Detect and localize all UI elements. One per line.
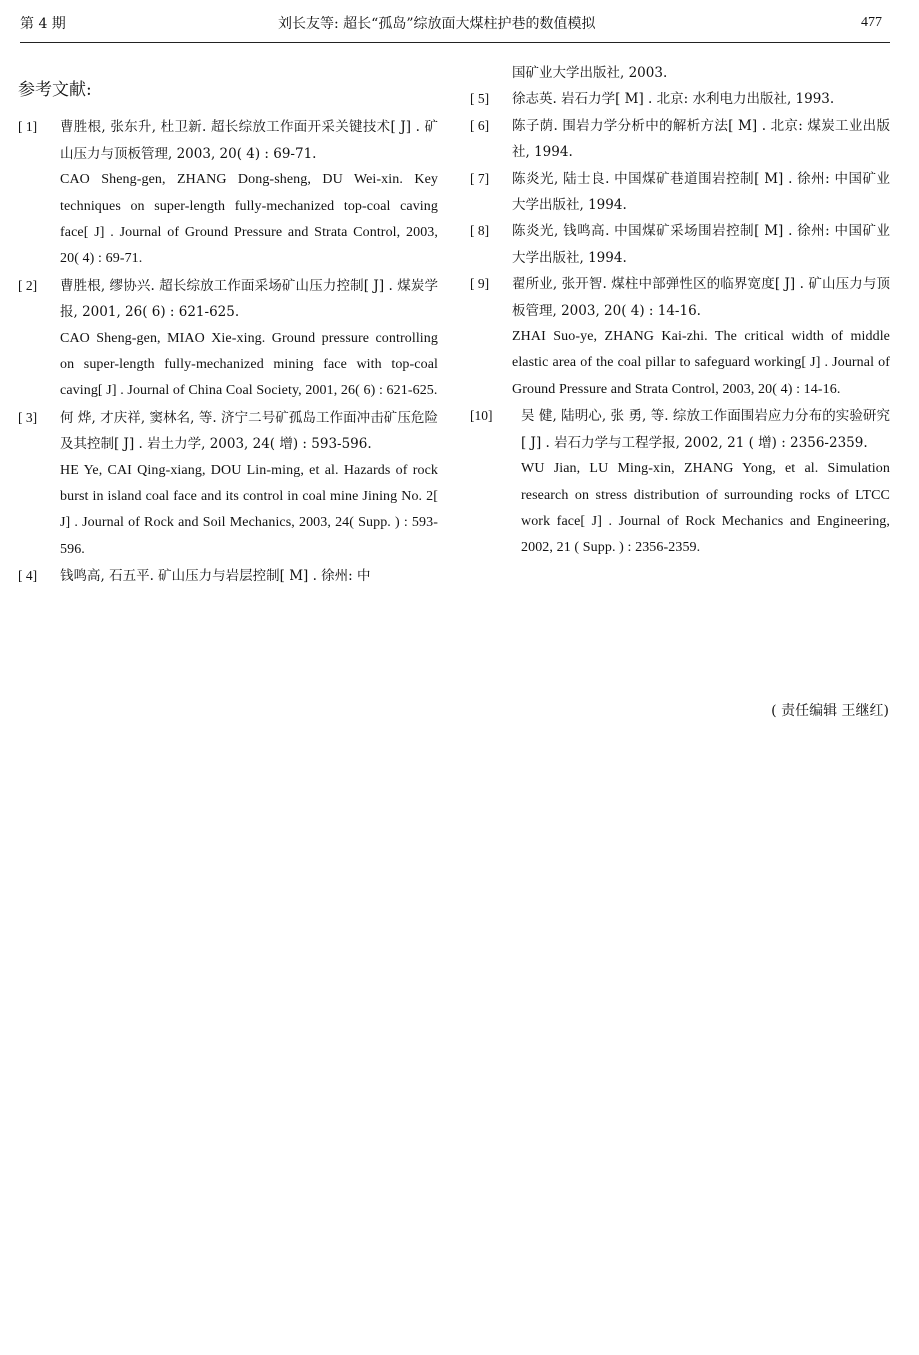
reference-number: [ 5] bbox=[470, 91, 490, 107]
reference-chinese: 何 烨, 才庆祥, 窦林名, 等. 济宁二号矿孤岛工作面冲击矿压危险及其控制[ J] . 岩土力学, 2003, 24( 增) : 593-596. bbox=[60, 409, 438, 453]
reference-chinese: 徐志英. 岩石力学[ M] . 北京: 水利电力出版社, 1993. bbox=[512, 91, 835, 108]
reference-chinese: 曹胜根, 缪协兴. 超长综放工作面采场矿山压力控制[ J] . 煤炭学报, 2001, 26( 6) : 621-625. bbox=[60, 277, 438, 321]
reference-number: [ 9] bbox=[470, 276, 490, 292]
reference-number: [ 4] bbox=[18, 568, 38, 584]
reference-english: HE Ye, CAI Qing-xiang, DOU Lin-ming, et al. Hazards of rock burst in island coal face and its control in coal mine Jining No. 2[ J] . Journal of Rock and Soil Mechanics, 2003, 24( Supp. ) : 593-596. bbox=[60, 462, 438, 557]
reference-chinese: 曹胜根, 张东升, 杜卫新. 超长综放工作面开采关键技术[ J] . 矿山压力与顶板管理, 2003, 20( 4) : 69-71. bbox=[60, 119, 438, 162]
left-column bbox=[18, 60, 438, 590]
editor-note: ( 责任编辑 王继红) bbox=[771, 703, 889, 719]
reference-english: WU Jian, LU Ming-xin, ZHANG Yong, et al. Simulation research on stress distribution of surrounding rocks of LTCC work face[ J] . Journal of Rock Mechanics and Engineering, 2002, 21 ( Supp. ) : 2356-2359. bbox=[521, 461, 890, 556]
reference-chinese: 陈炎光, 陆士良. 中国煤矿巷道围岩控制[ M] . 徐州: 中国矿业大学出版社, 1994. bbox=[512, 170, 890, 214]
page-number: 477 bbox=[861, 15, 882, 30]
running-header bbox=[20, 8, 890, 43]
reference-number: [ 6] bbox=[470, 117, 490, 133]
reference-item bbox=[18, 405, 438, 563]
reference-number: [ 2] bbox=[18, 277, 38, 293]
reference-number: [ 3] bbox=[18, 409, 38, 425]
references-heading: 参考文献: bbox=[18, 80, 92, 100]
reference-chinese: 翟所业, 张开智. 煤柱中部弹性区的临界宽度[ J] . 矿山压力与顶板管理, 2003, 20( 4) : 14-16. bbox=[512, 276, 890, 319]
reference-english: ZHAI Suo-ye, ZHANG Kai-zhi. The critical width of middle elastic area of the coal pillar to safeguard working[ J] . Journal of Ground Pressure and Strata Control, 2003, 20( 4) : 14-16. bbox=[512, 329, 890, 397]
reference-chinese: 吴 健, 陆明心, 张 勇, 等. 综放工作面围岩应力分布的实验研究[ J] . 岩石力学与工程学报, 2002, 21 ( 增) : 2356-2359. bbox=[521, 408, 890, 451]
reference-item bbox=[18, 563, 438, 589]
reference-number: [10] bbox=[470, 408, 493, 424]
reference-chinese: 钱鸣高, 石五平. 矿山压力与岩层控制[ M] . 徐州: 中 bbox=[60, 568, 371, 585]
reference-continuation: 国矿业大学出版社, 2003. bbox=[512, 65, 668, 81]
reference-item bbox=[470, 403, 890, 561]
reference-number: [ 8] bbox=[470, 223, 490, 239]
running-title: 刘长友等: 超长“孤岛”综放面大煤柱护巷的数值模拟 bbox=[278, 16, 596, 32]
reference-item bbox=[470, 218, 890, 271]
reference-chinese: 陈炎光, 钱鸣高. 中国煤矿采场围岩控制[ M] . 徐州: 中国矿业大学出版社, 1994. bbox=[512, 223, 890, 266]
issue-label: 第 4 期 bbox=[20, 16, 66, 32]
reference-english: CAO Sheng-gen, MIAO Xie-xing. Ground pressure controlling on super-length fully-mechanized mining face with top-coal caving[ J] . Journal of China Coal Society, 2001, 26( 6) : 621-625. bbox=[60, 330, 438, 399]
reference-number: [ 1] bbox=[18, 119, 38, 135]
reference-item bbox=[470, 113, 890, 166]
reference-item bbox=[470, 86, 890, 112]
right-column bbox=[470, 60, 890, 562]
reference-item bbox=[18, 114, 438, 272]
reference-chinese: 陈子荫. 围岩力学分析中的解析方法[ M] . 北京: 煤炭工业出版社, 1994. bbox=[512, 117, 890, 161]
reference-number: [ 7] bbox=[470, 170, 490, 186]
reference-item bbox=[470, 271, 890, 403]
reference-item bbox=[18, 273, 438, 405]
reference-english: CAO Sheng-gen, ZHANG Dong-sheng, DU Wei-xin. Key techniques on super-length fully-mechanized top-coal caving face[ J] . Journal of Ground Pressure and Strata Control, 2003, 20( 4) : 69-71. bbox=[60, 172, 438, 267]
reference-item bbox=[470, 166, 890, 219]
